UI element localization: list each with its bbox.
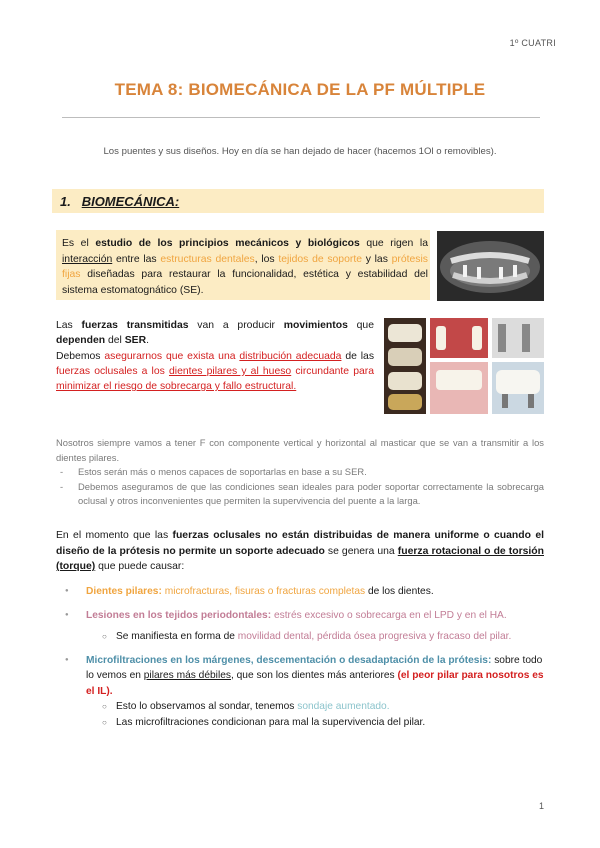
sublist-item-survival: ○ Las microfiltraciones condicionan para mal la supervivencia del pilar. bbox=[116, 715, 544, 731]
definition-paragraph: Es el estudio de los principios mecánicos y biológicos que rigen la interacción entre las estructuras dentales, los tejidos de soporte y las prótesis fijas diseñadas para restaurar la funcionalidad, estética y estabilidad del sistema estomatognático (SE). bbox=[62, 238, 428, 296]
title-divider bbox=[62, 117, 540, 118]
panoramic-xray-image bbox=[437, 231, 544, 301]
forces-paragraph: Las fuerzas transmitidas van a producir movimientos que dependen del SER. Debemos asegurarnos que exista una distribución adecuada de las fuerzas oclusales a los dientes pilares y al hueso circundante para minimizar el riesgo de sobrecarga y fallo estructural. bbox=[56, 320, 375, 393]
section-title: BIOMECÁNICA: bbox=[81, 194, 180, 209]
notes-item-2: - Debemos aseguramos de que las condiciones sean ideales para poder soportar correctamente la sobrecarga oclusal y otros inconvenientes que permiten la supervivencia del puente a la larga. bbox=[56, 480, 544, 509]
list-item-periodontal: ● Lesiones en los tejidos periodontales: estrés excesivo o sobrecarga en el LPD y en el HA. ○ Se manifiesta en forma de movilidad dental, pérdida ósea progresiva y fracaso del pilar. bbox=[86, 608, 544, 645]
sublist-item-probing: ○ Esto lo observamos al sondar, tenemos sondaje aumentado. bbox=[116, 699, 544, 715]
sublist-item-mobility: ○ Se manifiesta en forma de movilidad dental, pérdida ósea progresiva y fracaso del pilar. bbox=[116, 629, 544, 645]
page-number: 1 bbox=[538, 801, 544, 811]
list-item-microleakage: ● Microfiltraciones en los márgenes, descementación o desadaptación de la prótesis: sobre todo lo vemos en pilares más débiles, que son los dientes más anteriores (el peor pilar para nosotros es el IL). ○ Esto lo observamos al sondar, tenemos sondaje aumentado. ○ Las microfiltraciones condicionan para mal la supervivencia del pilar. bbox=[86, 653, 544, 731]
course-term-label: 1º CUATRI bbox=[509, 38, 556, 48]
section-heading bbox=[60, 194, 179, 209]
dental-bridges-photo-collage bbox=[384, 318, 544, 414]
consequences-list bbox=[86, 584, 544, 738]
section-number: 1. bbox=[60, 194, 71, 209]
page-title: TEMA 8: BIOMECÁNICA DE LA PF MÚLTIPLE bbox=[114, 80, 486, 99]
torque-paragraph: En el momento que las fuerzas oclusales no están distribuidas de manera uniforme o cuando el diseño de la prótesis no permite un soporte adecuado se genera una fuerza rotacional o de torsión (torque) que puede causar: bbox=[56, 530, 544, 572]
notes-item-1: - Estos serán más o menos capaces de soportarlas en base a su SER. bbox=[56, 465, 544, 480]
notes-main: Nosotros siempre vamos a tener F con componente vertical y horizontal al masticar que se van a transmitir a los dientes pilares. bbox=[56, 437, 544, 463]
notes-block bbox=[56, 436, 544, 509]
list-item-abutment-teeth: ● Dientes pilares: microfracturas, fisuras o fracturas completas de los dientes. bbox=[86, 584, 544, 600]
intro-text: Los puentes y sus diseños. Hoy en día se han dejado de hacer (hacemos 1Ol o removibles). bbox=[103, 146, 497, 157]
